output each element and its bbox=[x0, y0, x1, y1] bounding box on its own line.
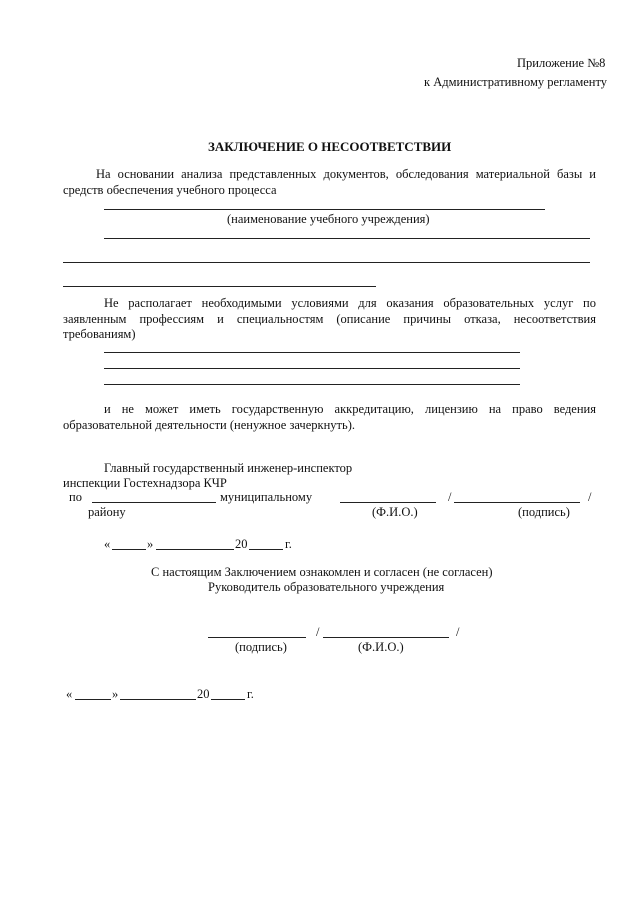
inspector-signature-field bbox=[340, 502, 436, 503]
reason-field-line-1 bbox=[104, 352, 520, 353]
inspector-signature-caption: (подпись) bbox=[518, 505, 570, 519]
head-fio-field bbox=[323, 637, 449, 638]
document-title: ЗАКЛЮЧЕНИЕ О НЕСООТВЕТСТВИИ bbox=[208, 139, 452, 154]
head-signature-field bbox=[208, 637, 306, 638]
date-1-day-field bbox=[112, 549, 146, 550]
date-2-year-prefix: 20 bbox=[197, 687, 210, 701]
reason-field-line-2 bbox=[104, 368, 520, 369]
paragraph-2-line-2: заявленным профессиям и специальностям (описание причины отказа, несоответствия bbox=[63, 312, 596, 326]
date-1-year-prefix: 20 bbox=[235, 537, 248, 551]
date-2-day-field bbox=[75, 699, 111, 700]
head-fio-caption: (Ф.И.О.) bbox=[358, 640, 404, 654]
appendix-label: Приложение №8 bbox=[517, 56, 606, 70]
paragraph-1-line-2: средств обеспечения учебного процесса bbox=[63, 183, 277, 197]
date-2-year-suffix: г. bbox=[247, 687, 254, 701]
date-2-close-quote: » bbox=[112, 687, 119, 701]
slash-separator: / bbox=[588, 490, 592, 504]
slash-separator: / bbox=[456, 625, 460, 639]
municipality-field bbox=[92, 502, 216, 503]
municipal-label: муниципальному bbox=[220, 490, 313, 504]
slash-separator: / bbox=[316, 625, 320, 639]
date-1-close-quote: » bbox=[147, 537, 154, 551]
date-2-year-field bbox=[211, 699, 245, 700]
date-1-month-field bbox=[156, 549, 234, 550]
institution-field-line-2 bbox=[104, 238, 590, 239]
acknowledgement-statement: С настоящим Заключением ознакомлен и согласен (не согласен) bbox=[151, 565, 493, 579]
date-1-year-field bbox=[249, 549, 283, 550]
paragraph-3-line-2: образовательной деятельности (ненужное зачеркнуть). bbox=[63, 418, 355, 432]
institution-name-caption: (наименование учебного учреждения) bbox=[227, 212, 430, 226]
head-signature-caption: (подпись) bbox=[235, 640, 287, 654]
po-label: по bbox=[69, 490, 82, 504]
slash-separator: / bbox=[448, 490, 452, 504]
institution-field-line-4 bbox=[63, 286, 376, 287]
inspector-title: Главный государственный инженер-инспектор bbox=[104, 461, 353, 475]
paragraph-2-line-1: Не располагает необходимыми условиями для оказания образовательных услуг по bbox=[104, 296, 596, 310]
inspector-fio-field bbox=[454, 502, 580, 503]
inspector-organization: инспекции Гостехнадзора КЧР bbox=[63, 476, 227, 490]
paragraph-1-line-1: На основании анализа представленных документов, обследования материальной базы и bbox=[96, 167, 596, 181]
date-1-year-suffix: г. bbox=[285, 537, 292, 551]
date-2-open-quote: « bbox=[66, 687, 73, 701]
institution-name-field bbox=[104, 209, 545, 210]
inspector-fio-caption: (Ф.И.О.) bbox=[372, 505, 418, 519]
institution-field-line-3 bbox=[63, 262, 590, 263]
paragraph-2-line-3: требованиям) bbox=[63, 327, 136, 341]
head-of-institution-label: Руководитель образовательного учреждения bbox=[208, 580, 445, 594]
paragraph-3-line-1: и не может иметь государственную аккредитацию, лицензию на право ведения bbox=[104, 402, 596, 416]
district-label: району bbox=[88, 505, 126, 519]
regulation-reference: к Административному регламенту bbox=[424, 75, 608, 89]
date-2-month-field bbox=[120, 699, 196, 700]
date-1-open-quote: « bbox=[104, 537, 111, 551]
reason-field-line-3 bbox=[104, 384, 520, 385]
